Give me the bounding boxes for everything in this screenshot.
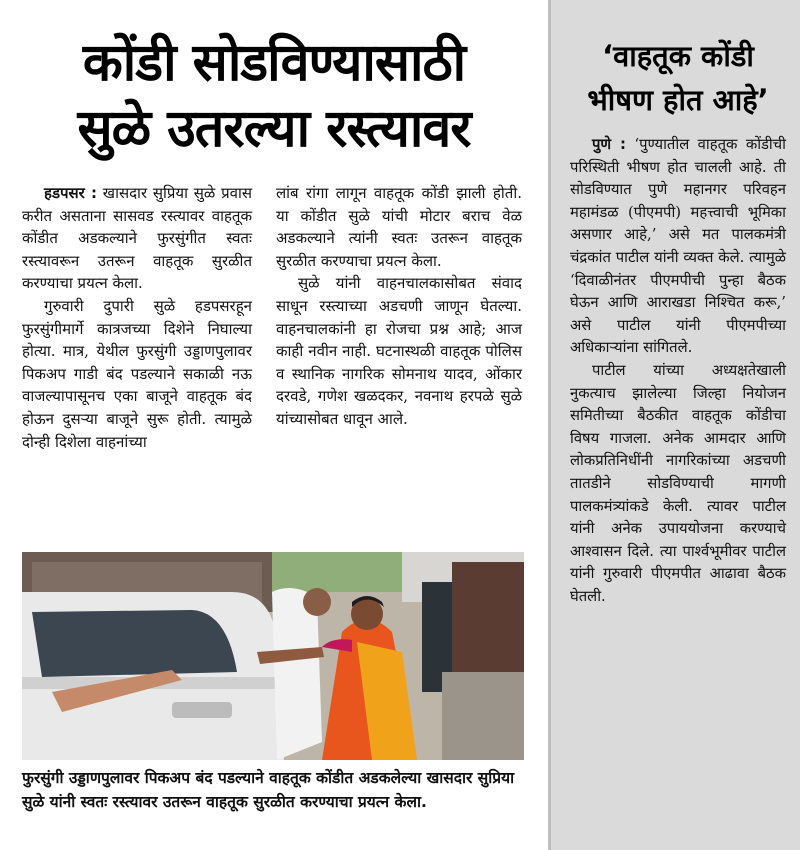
- sidebar-title: [568, 34, 788, 122]
- article-paragraph: गुरुवारी दुपारी सुळे हडपसरहून फुरसुंगीमार्गे कात्रजच्या दिशेने निघाल्या होत्या. मात्र, येथील फुरसुंगी उड्डाणपुलावर पिकअप गाडी बंद पडल्याने सकाळी नऊ वाजल्यापासूनच एका बाजूने वाहतूक बंद होऊन दुसऱ्या बाजूने सुरू होती. त्यामुळे दोन्ही दिशेला वाहनांच्या: [22, 296, 252, 451]
- sidebar-dateline: पुणे :: [592, 136, 626, 153]
- headline-line-2: सुळे उतरल्या रस्त्यावर: [77, 99, 471, 159]
- news-photo: [22, 552, 524, 760]
- news-photo-illustration: [22, 552, 524, 760]
- article-column-1: [22, 182, 252, 453]
- article-dateline: हडपसर :: [44, 184, 98, 202]
- sidebar-body: [570, 134, 786, 608]
- article-column-2: [276, 182, 522, 431]
- sidebar-title-line-2: भीषण होत आहे’: [587, 83, 769, 117]
- article-paragraph: सुळे यांनी वाहनचालकासोबत संवाद साधून रस्त्याच्या अडचणी जाणून घेतल्या. वाहनचालकांनी हा रोजचा प्रश्न आहे; आज काही नवीन नाही. घटनास्थळी वाहतूक पोलिस व स्थानिक नागरिक सोमनाथ यादव, ओंकार दरवडे, गणेश खळदकर, नवनाथ हरपळे सुळे यांच्यासोबत धावून आले.: [276, 274, 522, 428]
- sidebar-title-line-1: ‘वाहतूक कोंडी: [602, 39, 754, 73]
- article-paragraph: [22, 182, 252, 295]
- sidebar-paragraph-text: ‘पुण्यातील वाहतूक कोंडीची परिस्थिती भीषण होत चालली आहे. ती सोडविण्यात पुणे महानगर परिवहन महामंडळ (पीएमपी) महत्त्वाची भूमिका असणार आहे,’ असे मत पालकमंत्री चंद्रकांत पाटील यांनी व्यक्त केले. त्यामुळे ‘दिवाळीनंतर पीएमपीची पुन्हा बैठक घेऊन आणि आराखडा निश्चित करू,’ असे पाटील यांनी पीएमपीच्या अधिकाऱ्यांना सांगितले.: [570, 136, 786, 357]
- article-headline: [22, 30, 526, 162]
- sidebar-paragraph: पाटील यांच्या अध्यक्षतेखाली नुकत्याच झालेल्या जिल्हा नियोजन समितीच्या बैठकीत वाहतूक कोंडीचा विषय गाजला. अनेक आमदार आणि लोकप्रतिनिधींनी नागरिकांच्या अडचणी तातडीने सोडविण्याची मागणी पालकमंत्र्यांकडे केली. त्यावर पाटील यांनी अनेक उपाययोजना करण्याचे आश्वासन दिले. त्या पार्श्वभूमीवर पाटील यांनी गुरुवारी पीएमपीत आढावा बैठक घेतली.: [570, 361, 786, 605]
- sidebar-paragraph: [570, 134, 786, 360]
- photo-caption: फुरसुंगी उड्डाणपुलावर पिकअप बंद पडल्याने वाहतूक कोंडीत अडकलेल्या खासदार सुप्रिया सुळे यांनी स्वतः रस्त्यावर उतरून वाहतूक सुरळीत करण्याचा प्रयत्न केला.: [22, 769, 515, 811]
- article-paragraph-text: खासदार सुप्रिया सुळे प्रवास करीत असताना सासवड रस्त्यावर वाहतूक कोंडीत अडकल्याने फुरसुंगीत स्वतः रस्त्यावरून उतरून वाहतूक सुरळीत करण्याचा प्रयत्न केला.: [22, 184, 252, 293]
- article-paragraph: लांब रांगा लागून वाहतूक कोंडी झाली होती. या कोंडीत सुळे यांची मोटार बराच वेळ अडकल्याने त्यांनी स्वतः उतरून वाहतूक सुरळीत करण्याचा प्रयत्न केला.: [276, 184, 522, 270]
- headline-line-1: कोंडी सोडविण्यासाठी: [82, 33, 466, 93]
